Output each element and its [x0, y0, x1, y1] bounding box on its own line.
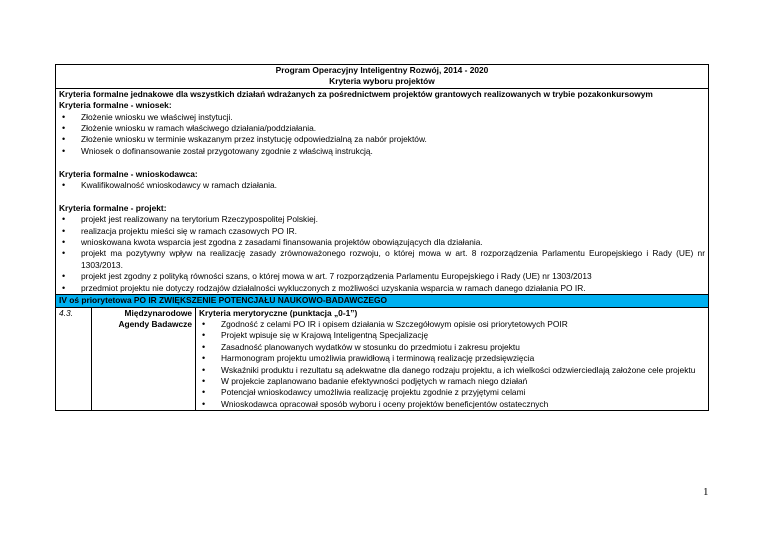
list-item: • realizacja projektu mieści się w ramach czasowych PO IR. [59, 226, 705, 237]
formal-criteria-row [56, 88, 709, 294]
list-item: • Złożenie wniosku we właściwej instytucji. [59, 112, 705, 123]
list-item: • Potencjał wnioskodawcy umożliwia realizację projektu zgodnie z przyjętymi celami [199, 387, 705, 398]
list-item: • projekt ma pozytywny wpływ na realizację zasady zrównoważonego rozwoju, o której mowa w art. 8 rozporządzenia Parlamentu Europejskiego i Rady (UE) nr 1303/2013. [59, 248, 705, 271]
document-title: Program Operacyjny Inteligentny Rozwój, 2014 - 2020 [275, 65, 489, 75]
wniosek-list [59, 112, 705, 158]
measure-number: 4.3. [56, 307, 92, 411]
list-item: • Kwalifikowalność wnioskodawcy w ramach działania. [59, 180, 705, 191]
header-row [56, 65, 709, 89]
projekt-heading: Kryteria formalne - projekt: [59, 202, 167, 213]
list-item: • wnioskowana kwota wsparcia jest zgodna z zasadami finansowania projektów obowiązujących dla działania. [59, 237, 705, 248]
formal-criteria-cell [56, 88, 709, 294]
wniosek-heading: Kryteria formalne - wniosek: [59, 100, 172, 111]
list-item: • projekt jest zgodny z polityką równości szans, o której mowa w art. 7 rozporządzenia Parlamentu Europejskiego i Rady (UE) nr 1303/2013 [59, 271, 705, 282]
criteria-table [55, 64, 709, 411]
list-item: • Zasadność planowanych wydatków w stosunku do przedmiotu i zakresu projektu [199, 342, 705, 353]
merit-criteria-heading: Kryteria merytoryczne (punktacja „0-1”) [199, 307, 358, 318]
list-item: • Projekt wpisuje się w Krajową Inteligentną Specjalizację [199, 330, 705, 341]
list-item: • przedmiot projektu nie dotyczy rodzajów działalności wykluczonych z możliwości uzyskania wsparcia w ramach danego działania PO IR. [59, 283, 705, 294]
list-item: • Zgodność z celami PO IR i opisem działania w Szczegółowym opisie osi priorytetowych POIR [199, 319, 705, 330]
measure-row [56, 307, 709, 411]
page-number: 1 [703, 486, 709, 498]
list-item: • Wnioskodawca opracował sposób wyboru i oceny projektów beneficjentów ostatecznych [199, 399, 705, 410]
list-item: • Złożenie wniosku w ramach właściwego działania/poddziałania. [59, 123, 705, 134]
intro-text: Kryteria formalne jednakowe dla wszystkich działań wdrażanych za pośrednictwem projektów grantowych realizowanych w trybie pozakonkursowym [59, 88, 653, 99]
list-item: • Harmonogram projektu umożliwia prawidłową i terminową realizację przedsięwzięcia [199, 353, 705, 364]
priority-axis-label: IV oś priorytetowa PO IR ZWIĘKSZENIE POTENCJAŁU NAUKOWO-BADAWCZEGO [56, 295, 709, 307]
list-item: • W projekcie zaplanowano badanie efektywności podjętych w ramach niego działań [199, 376, 705, 387]
list-item: • Wskaźniki produktu i rezultatu są adekwatne dla danego rodzaju projektu, a ich wielkości odzwierciedlają założone cele projektu [199, 365, 705, 376]
wnioskodawca-list [59, 180, 705, 191]
merit-criteria-cell [196, 307, 709, 411]
priority-axis-row [56, 295, 709, 307]
header-cell [56, 65, 709, 89]
projekt-list [59, 214, 705, 294]
document-subtitle: Kryteria wyboru projektów [329, 76, 435, 87]
wnioskodawca-heading: Kryteria formalne - wnioskodawca: [59, 168, 198, 179]
merit-criteria-list [199, 319, 705, 410]
list-item: • Wniosek o dofinansowanie został przygotowany zgodnie z właściwą instrukcją. [59, 146, 705, 157]
measure-name: Międzynarodowe Agendy Badawcze [92, 307, 196, 411]
list-item: • Złożenie wniosku w terminie wskazanym przez instytucję odpowiedzialną za nabór projektów. [59, 134, 705, 145]
list-item: • projekt jest realizowany na terytorium Rzeczypospolitej Polskiej. [59, 214, 705, 225]
